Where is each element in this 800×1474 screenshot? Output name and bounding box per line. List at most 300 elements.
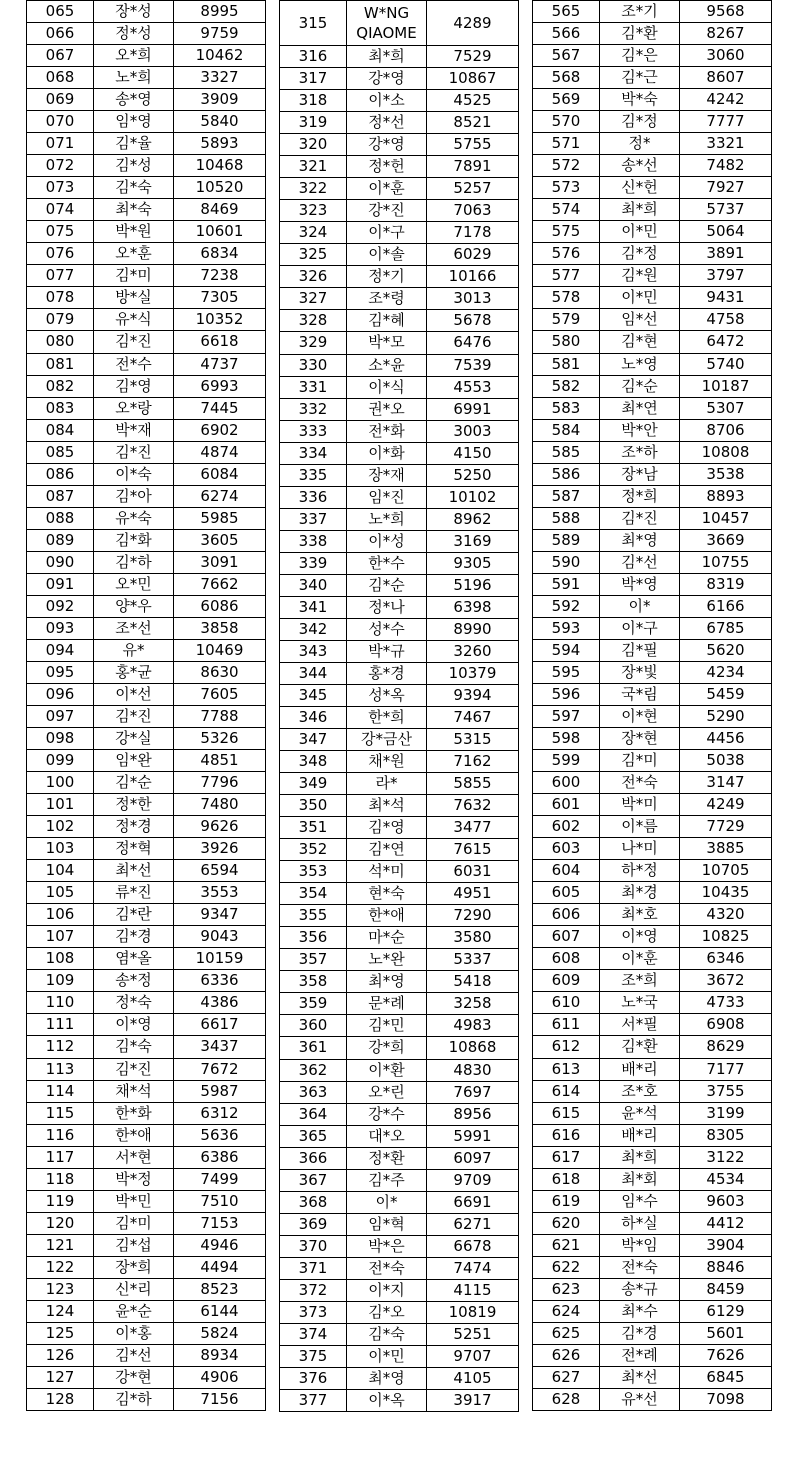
- name-cell: 채*원: [347, 751, 427, 773]
- value-cell: 3909: [174, 89, 266, 111]
- value-cell: 4456: [680, 728, 772, 750]
- value-cell: 3437: [174, 1036, 266, 1058]
- row-number: 565: [533, 1, 600, 23]
- table-row: [27, 551, 266, 573]
- name-cell: 이*구: [600, 617, 680, 639]
- value-cell: 9603: [680, 1190, 772, 1212]
- row-number: 358: [280, 971, 347, 993]
- list-table-right: [532, 0, 772, 1411]
- table-row: [533, 992, 772, 1014]
- table-row: [280, 574, 519, 596]
- name-cell: 김*필: [600, 639, 680, 661]
- name-cell: 김*경: [94, 926, 174, 948]
- row-number: 369: [280, 1213, 347, 1235]
- table-row: [533, 89, 772, 111]
- value-cell: 9347: [174, 904, 266, 926]
- value-cell: 10159: [174, 948, 266, 970]
- name-cell: 전*화: [347, 420, 427, 442]
- row-number: 117: [27, 1146, 94, 1168]
- table-row: [280, 1059, 519, 1081]
- table-row: [280, 552, 519, 574]
- table-row: [27, 419, 266, 441]
- row-number: 572: [533, 155, 600, 177]
- name-cell: 김*순: [600, 375, 680, 397]
- row-number: 376: [280, 1367, 347, 1389]
- name-cell: 전*숙: [347, 1257, 427, 1279]
- name-cell: 류*진: [94, 882, 174, 904]
- value-cell: 3891: [680, 243, 772, 265]
- name-cell: 정*혁: [94, 838, 174, 860]
- name-cell: 이*름: [600, 816, 680, 838]
- name-cell: 정*기: [347, 266, 427, 288]
- row-number: 613: [533, 1058, 600, 1080]
- value-cell: 3013: [427, 288, 519, 310]
- value-cell: 7927: [680, 177, 772, 199]
- value-cell: 6902: [174, 419, 266, 441]
- row-number: 576: [533, 243, 600, 265]
- table-row: [280, 707, 519, 729]
- table-row: [27, 485, 266, 507]
- table-row: [533, 1168, 772, 1190]
- row-number: 618: [533, 1168, 600, 1190]
- name-cell: 오*민: [94, 573, 174, 595]
- value-cell: 6166: [680, 595, 772, 617]
- name-cell: 김*환: [600, 23, 680, 45]
- row-number: 088: [27, 507, 94, 529]
- row-number: 091: [27, 573, 94, 595]
- table-row: [27, 1388, 266, 1410]
- row-number: 620: [533, 1212, 600, 1234]
- row-number: 607: [533, 926, 600, 948]
- row-number: 321: [280, 156, 347, 178]
- name-cell: 송*정: [94, 970, 174, 992]
- value-cell: 5755: [427, 134, 519, 156]
- value-cell: 6617: [174, 1014, 266, 1036]
- row-number: 076: [27, 243, 94, 265]
- row-number: 115: [27, 1102, 94, 1124]
- table-row: [280, 222, 519, 244]
- table-row: [533, 221, 772, 243]
- row-number: 608: [533, 948, 600, 970]
- table-row: [280, 773, 519, 795]
- table-row: [280, 839, 519, 861]
- list-table-left: [26, 0, 266, 1411]
- table-row: [27, 397, 266, 419]
- table-row: [280, 596, 519, 618]
- table-row: [280, 200, 519, 222]
- name-cell: 정*헌: [347, 156, 427, 178]
- table-row: [27, 331, 266, 353]
- name-cell: 김*순: [347, 574, 427, 596]
- table-row: [280, 288, 519, 310]
- table-row: [27, 1366, 266, 1388]
- value-cell: 5601: [680, 1322, 772, 1344]
- name-cell: 박*민: [94, 1190, 174, 1212]
- name-cell: 임*선: [600, 309, 680, 331]
- value-cell: 3321: [680, 133, 772, 155]
- table-row: [280, 1037, 519, 1059]
- table-row: [280, 640, 519, 662]
- name-cell: W*NG QIAOME: [347, 1, 427, 46]
- name-cell: 이*성: [347, 530, 427, 552]
- table-row: [27, 111, 266, 133]
- table-row: [280, 464, 519, 486]
- row-number: 578: [533, 287, 600, 309]
- name-cell: 송*규: [600, 1278, 680, 1300]
- row-number: 355: [280, 905, 347, 927]
- name-cell: 이*영: [600, 926, 680, 948]
- row-number: 592: [533, 595, 600, 617]
- value-cell: 3199: [680, 1102, 772, 1124]
- name-cell: 이*홍: [94, 1322, 174, 1344]
- value-cell: 5893: [174, 133, 266, 155]
- table-row: [27, 287, 266, 309]
- table-row: [27, 1058, 266, 1080]
- row-number: 120: [27, 1212, 94, 1234]
- table-row: [27, 1102, 266, 1124]
- row-number: 066: [27, 23, 94, 45]
- name-cell: 양*우: [94, 595, 174, 617]
- table-row: [27, 1300, 266, 1322]
- value-cell: 8962: [427, 508, 519, 530]
- row-number: 360: [280, 1015, 347, 1037]
- row-number: 366: [280, 1147, 347, 1169]
- name-cell: 최*영: [600, 529, 680, 551]
- table-row: [280, 1213, 519, 1235]
- name-cell: 김*정: [600, 111, 680, 133]
- table-row: [27, 441, 266, 463]
- value-cell: 6594: [174, 860, 266, 882]
- name-cell: 오*랑: [94, 397, 174, 419]
- value-cell: 4534: [680, 1168, 772, 1190]
- row-number: 102: [27, 816, 94, 838]
- value-cell: 6785: [680, 617, 772, 639]
- name-cell: 김*영: [347, 817, 427, 839]
- value-cell: 8956: [427, 1103, 519, 1125]
- table-row: [280, 46, 519, 68]
- table-row: [280, 1015, 519, 1037]
- row-number: 595: [533, 661, 600, 683]
- value-cell: 7482: [680, 155, 772, 177]
- table-row: [533, 1388, 772, 1410]
- row-number: 126: [27, 1344, 94, 1366]
- table-row: [533, 683, 772, 705]
- value-cell: 5290: [680, 706, 772, 728]
- name-cell: 최*영: [347, 971, 427, 993]
- table-row: [27, 838, 266, 860]
- row-number: 075: [27, 221, 94, 243]
- name-cell: 임*혁: [347, 1213, 427, 1235]
- table-row: [27, 1344, 266, 1366]
- row-number: 377: [280, 1389, 347, 1411]
- name-cell: 배*리: [600, 1124, 680, 1146]
- table-row: [27, 728, 266, 750]
- name-cell: 정*나: [347, 596, 427, 618]
- row-number: 590: [533, 551, 600, 573]
- value-cell: 4494: [174, 1256, 266, 1278]
- value-cell: 4105: [427, 1367, 519, 1389]
- table-row: [280, 1191, 519, 1213]
- table-row: [27, 750, 266, 772]
- row-number: 322: [280, 178, 347, 200]
- name-cell: 최*경: [600, 882, 680, 904]
- name-cell: 김*은: [600, 45, 680, 67]
- table-row: [27, 1124, 266, 1146]
- name-cell: 정*성: [94, 23, 174, 45]
- table-row: [533, 287, 772, 309]
- value-cell: 4946: [174, 1234, 266, 1256]
- row-number: 577: [533, 265, 600, 287]
- name-cell: 김*율: [94, 133, 174, 155]
- name-cell: 정*희: [600, 485, 680, 507]
- value-cell: 4830: [427, 1059, 519, 1081]
- row-number: 116: [27, 1124, 94, 1146]
- name-cell: 이*환: [347, 1059, 427, 1081]
- table-row: [280, 244, 519, 266]
- name-cell: 강*영: [347, 134, 427, 156]
- table-row: [280, 883, 519, 905]
- value-cell: 7539: [427, 354, 519, 376]
- value-cell: 8305: [680, 1124, 772, 1146]
- name-cell: 소*윤: [347, 354, 427, 376]
- table-row: [27, 794, 266, 816]
- row-number: 125: [27, 1322, 94, 1344]
- value-cell: 4386: [174, 992, 266, 1014]
- table-row: [27, 89, 266, 111]
- name-cell: 홍*균: [94, 661, 174, 683]
- row-number: 085: [27, 441, 94, 463]
- value-cell: 4289: [427, 1, 519, 46]
- table-row: [280, 1279, 519, 1301]
- row-number: 593: [533, 617, 600, 639]
- value-cell: 3122: [680, 1146, 772, 1168]
- value-cell: 8846: [680, 1256, 772, 1278]
- name-cell: 정*: [600, 133, 680, 155]
- row-number: 109: [27, 970, 94, 992]
- value-cell: 5257: [427, 178, 519, 200]
- value-cell: 8469: [174, 199, 266, 221]
- value-cell: 7156: [174, 1388, 266, 1410]
- table-row: [533, 706, 772, 728]
- value-cell: 10705: [680, 860, 772, 882]
- row-number: 362: [280, 1059, 347, 1081]
- value-cell: 4150: [427, 442, 519, 464]
- name-cell: 김*성: [94, 155, 174, 177]
- table-row: [280, 1345, 519, 1367]
- row-number: 342: [280, 618, 347, 640]
- table-row: [27, 661, 266, 683]
- value-cell: 5418: [427, 971, 519, 993]
- value-cell: 4758: [680, 309, 772, 331]
- table-row: [27, 816, 266, 838]
- row-number: 071: [27, 133, 94, 155]
- row-number: 323: [280, 200, 347, 222]
- value-cell: 3580: [427, 927, 519, 949]
- row-number: 086: [27, 463, 94, 485]
- table-row: [280, 662, 519, 684]
- row-number: 127: [27, 1366, 94, 1388]
- table-row: [533, 1366, 772, 1388]
- value-cell: 7178: [427, 222, 519, 244]
- table-row: [27, 133, 266, 155]
- name-cell: 유*식: [94, 309, 174, 331]
- value-cell: 6346: [680, 948, 772, 970]
- row-number: 365: [280, 1125, 347, 1147]
- row-number: 598: [533, 728, 600, 750]
- name-cell: 최*석: [347, 795, 427, 817]
- name-cell: 이*민: [600, 221, 680, 243]
- table-row: [533, 860, 772, 882]
- name-cell: 전*수: [94, 353, 174, 375]
- table-row: [280, 354, 519, 376]
- name-cell: 조*선: [94, 617, 174, 639]
- name-cell: 신*리: [94, 1278, 174, 1300]
- row-number: 083: [27, 397, 94, 419]
- name-cell: 이*소: [347, 90, 427, 112]
- value-cell: 4242: [680, 89, 772, 111]
- row-number: 331: [280, 376, 347, 398]
- row-number: 589: [533, 529, 600, 551]
- table-row: [280, 376, 519, 398]
- value-cell: 3797: [680, 265, 772, 287]
- name-cell: 문*례: [347, 993, 427, 1015]
- table-row: [27, 948, 266, 970]
- row-number: 080: [27, 331, 94, 353]
- name-cell: 강*영: [347, 68, 427, 90]
- name-cell: 박*숙: [600, 89, 680, 111]
- table-row: [280, 508, 519, 530]
- row-number: 317: [280, 68, 347, 90]
- name-cell: 장*성: [94, 1, 174, 23]
- value-cell: 9707: [427, 1345, 519, 1367]
- row-number: 325: [280, 244, 347, 266]
- name-cell: 강*희: [347, 1037, 427, 1059]
- row-number: 624: [533, 1300, 600, 1322]
- row-number: 098: [27, 728, 94, 750]
- name-cell: 강*진: [347, 200, 427, 222]
- value-cell: 6097: [427, 1147, 519, 1169]
- value-cell: 8990: [427, 618, 519, 640]
- row-number: 105: [27, 882, 94, 904]
- value-cell: 8995: [174, 1, 266, 23]
- name-cell: 김*혜: [347, 310, 427, 332]
- name-cell: 유*숙: [94, 507, 174, 529]
- table-row: [533, 573, 772, 595]
- row-number: 324: [280, 222, 347, 244]
- row-number: 081: [27, 353, 94, 375]
- value-cell: 8706: [680, 419, 772, 441]
- name-cell: 최*선: [94, 860, 174, 882]
- name-cell: 유*선: [600, 1388, 680, 1410]
- row-number: 077: [27, 265, 94, 287]
- name-cell: 최*수: [600, 1300, 680, 1322]
- name-cell: 하*실: [600, 1212, 680, 1234]
- table-row: [280, 1367, 519, 1389]
- table-row: [533, 1080, 772, 1102]
- name-cell: 최*희: [347, 46, 427, 68]
- row-number: 367: [280, 1169, 347, 1191]
- value-cell: 5337: [427, 949, 519, 971]
- table-row: [533, 1344, 772, 1366]
- name-cell: 박*모: [347, 332, 427, 354]
- table-row: [280, 112, 519, 134]
- value-cell: 9568: [680, 1, 772, 23]
- table-row: [280, 1235, 519, 1257]
- value-cell: 10102: [427, 486, 519, 508]
- name-cell: 김*미: [600, 750, 680, 772]
- value-cell: 6031: [427, 861, 519, 883]
- name-cell: 노*완: [347, 949, 427, 971]
- name-cell: 박*임: [600, 1234, 680, 1256]
- row-number: 334: [280, 442, 347, 464]
- name-cell: 최*희: [600, 1146, 680, 1168]
- table-row: [27, 573, 266, 595]
- table-row: [280, 927, 519, 949]
- table-row: [27, 265, 266, 287]
- value-cell: 3926: [174, 838, 266, 860]
- table-row: [280, 530, 519, 552]
- table-row: [533, 750, 772, 772]
- table-row: [533, 794, 772, 816]
- name-cell: 장*희: [94, 1256, 174, 1278]
- value-cell: 4951: [427, 883, 519, 905]
- value-cell: 6386: [174, 1146, 266, 1168]
- row-number: 606: [533, 904, 600, 926]
- row-number: 319: [280, 112, 347, 134]
- name-cell: 임*수: [600, 1190, 680, 1212]
- value-cell: 4249: [680, 794, 772, 816]
- row-number: 113: [27, 1058, 94, 1080]
- value-cell: 6086: [174, 595, 266, 617]
- table-row: [27, 23, 266, 45]
- row-number: 581: [533, 353, 600, 375]
- value-cell: 7891: [427, 156, 519, 178]
- name-cell: 조*하: [600, 441, 680, 463]
- row-number: 591: [533, 573, 600, 595]
- table-row: [280, 751, 519, 773]
- value-cell: 10469: [174, 639, 266, 661]
- row-number: 609: [533, 970, 600, 992]
- value-cell: 7605: [174, 683, 266, 705]
- name-cell: 정*숙: [94, 992, 174, 1014]
- name-cell: 김*영: [94, 375, 174, 397]
- value-cell: 3885: [680, 838, 772, 860]
- value-cell: 10520: [174, 177, 266, 199]
- name-cell: 석*미: [347, 861, 427, 883]
- table-row: [27, 772, 266, 794]
- table-row: [533, 1256, 772, 1278]
- table-row: [533, 331, 772, 353]
- value-cell: 6618: [174, 331, 266, 353]
- name-cell: 김*진: [600, 507, 680, 529]
- value-cell: 10462: [174, 45, 266, 67]
- name-cell: 한*애: [347, 905, 427, 927]
- value-cell: 3904: [680, 1234, 772, 1256]
- row-number: 364: [280, 1103, 347, 1125]
- table-row: [533, 353, 772, 375]
- value-cell: 9759: [174, 23, 266, 45]
- row-number: 353: [280, 861, 347, 883]
- value-cell: 5326: [174, 728, 266, 750]
- value-cell: 3060: [680, 45, 772, 67]
- table-row: [27, 1146, 266, 1168]
- name-cell: 최*회: [600, 1168, 680, 1190]
- value-cell: 8521: [427, 112, 519, 134]
- name-cell: 이*화: [347, 442, 427, 464]
- table-row: [27, 904, 266, 926]
- table-row: [280, 949, 519, 971]
- row-number: 615: [533, 1102, 600, 1124]
